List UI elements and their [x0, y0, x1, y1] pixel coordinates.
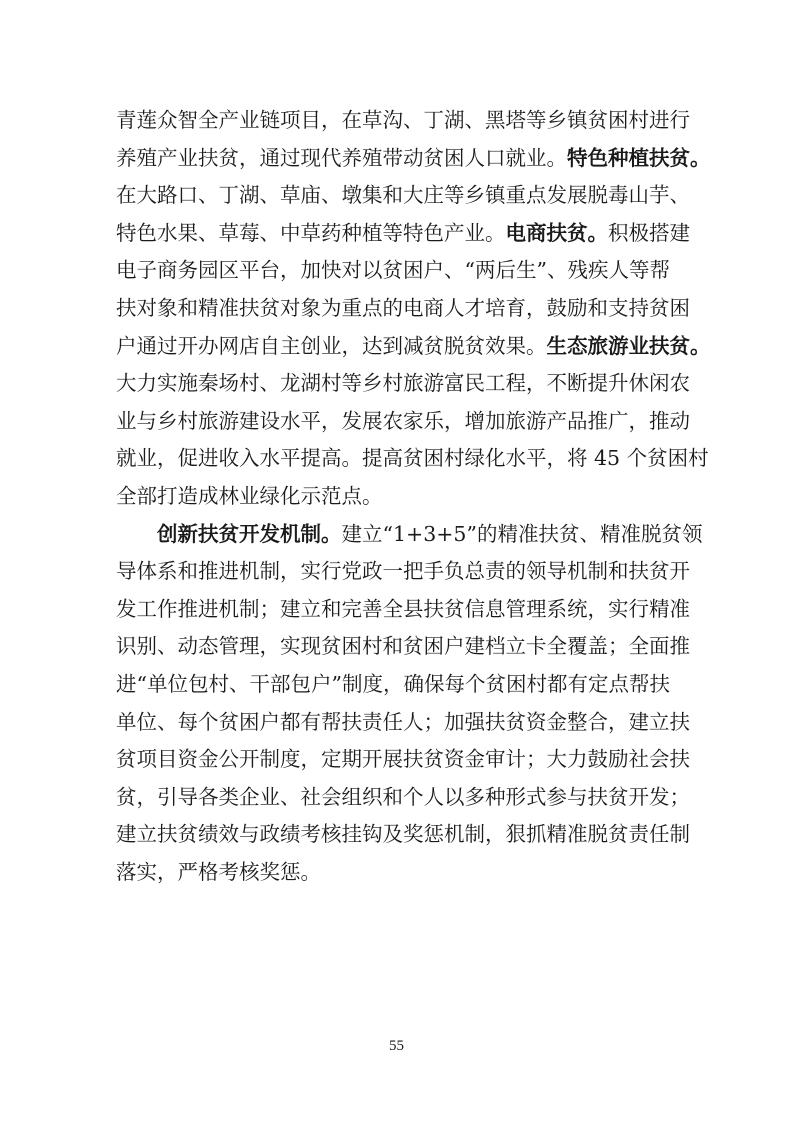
text-line — [116, 741, 691, 779]
body-text — [116, 102, 711, 891]
text-line — [116, 591, 691, 629]
text-line — [116, 328, 711, 366]
body-text-segment: 发工作推进机制；建立和完善全县扶贫信息管理系统，实行精准 — [116, 596, 690, 621]
body-text-segment: 导体系和推进机制，实行党政一把手负总责的领导机制和扶贫开 — [116, 559, 690, 584]
text-line — [116, 516, 703, 554]
bold-heading-text: 创新扶贫开发机制。 — [157, 521, 342, 546]
body-text-segment: 电子商务园区平台，加快对以贫困户、“两后生”、残疾人等帮 — [116, 258, 670, 283]
body-text-segment: 就业，促进收入水平提高。提高贫困村绿化水平，将 45 个贫困村 — [116, 446, 709, 471]
text-line — [116, 553, 691, 591]
body-text-segment: 贫项目资金公开制度，定期开展扶贫资金审计；大力鼓励社会扶 — [116, 747, 690, 772]
body-text-segment: 全部打造成林业绿化示范点。 — [116, 483, 383, 508]
body-text-segment: 识别、动态管理，实现贫困村和贫困户建档立卡全覆盖；全面推 — [116, 634, 690, 659]
text-line — [116, 177, 691, 215]
body-text-segment: 建立“1+3+5”的精准扶贫、精准脱贫领 — [341, 521, 703, 546]
body-text-segment: 贫，引导各类企业、社会组织和个人以多种形式参与扶贫开发； — [116, 784, 690, 809]
bold-heading-text: 特色种植扶贫。 — [567, 145, 711, 170]
text-line — [116, 140, 711, 178]
text-line — [116, 215, 691, 253]
text-line — [116, 854, 691, 892]
page-number: 55 — [389, 1038, 404, 1054]
bold-heading-text: 生态旅游业扶贫。 — [546, 333, 711, 358]
text-line — [116, 666, 691, 704]
text-line — [116, 290, 691, 328]
body-text-segment: 特色水果、草莓、中草药种植等特色产业。 — [116, 220, 506, 245]
body-text-segment: 建立扶贫绩效与政绩考核挂钩及奖惩机制，狠抓精准脱贫责任制 — [116, 822, 690, 847]
bold-heading-text: 电商扶贫。 — [505, 220, 608, 245]
text-line — [116, 628, 691, 666]
text-line — [116, 403, 691, 441]
body-text-segment: 扶对象和精准扶贫对象为重点的电商人才培育，鼓励和支持贫困 — [116, 295, 690, 320]
text-line — [116, 779, 691, 817]
text-line — [116, 365, 691, 403]
body-text-segment: 青莲众智全产业链项目，在草沟、丁湖、黑塔等乡镇贫困村进行 — [116, 108, 690, 132]
body-text-segment: 在大路口、丁湖、草庙、墩集和大庄等乡镇重点发展脱毒山芋、 — [116, 183, 690, 208]
body-text-segment: 户通过开办网店自主创业，达到减贫脱贫效果。 — [116, 333, 547, 358]
text-line — [116, 440, 709, 478]
body-text-segment: 单位、每个贫困户都有帮扶责任人；加强扶贫资金整合，建立扶 — [116, 709, 690, 734]
text-line — [116, 102, 691, 140]
body-text-segment: 大力实施秦场村、龙湖村等乡村旅游富民工程，不断提升休闲农 — [116, 371, 690, 396]
body-text-segment: 业与乡村旅游建设水平，发展农家乐，增加旅游产品推广，推动 — [116, 408, 690, 433]
body-text-segment: 养殖产业扶贫，通过现代养殖带动贫困人口就业。 — [116, 145, 567, 170]
body-text-segment: 落实，严格考核奖惩。 — [116, 859, 321, 884]
text-line — [116, 478, 691, 516]
body-text-segment: 积极搭建 — [608, 220, 690, 245]
text-line — [116, 816, 691, 854]
text-line — [116, 252, 691, 290]
text-line — [116, 704, 691, 742]
body-text-segment: 进“单位包村、干部包户”制度，确保每个贫困村都有定点帮扶 — [116, 671, 670, 696]
